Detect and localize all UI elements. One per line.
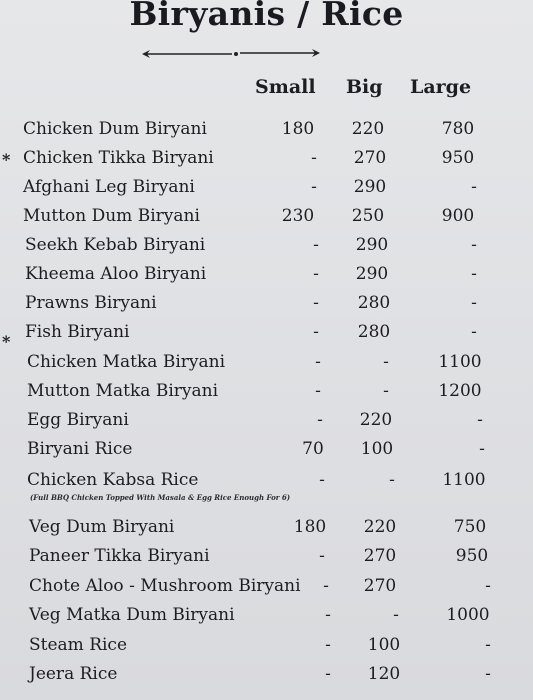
price-small: - <box>313 293 319 313</box>
menu-item-row <box>0 206 533 234</box>
menu-item-name: Kheema Aloo Biryani <box>25 264 207 284</box>
price-big: 220 <box>363 517 397 537</box>
price-big: 290 <box>355 264 389 284</box>
menu-item-name: Prawns Biryani <box>25 293 157 313</box>
price-large: - <box>471 322 477 342</box>
price-large: 900 <box>441 206 475 226</box>
menu-item-name: Biryani Rice <box>27 439 133 459</box>
menu-item-row <box>0 235 533 263</box>
menu-item-name: Mutton Dum Biryani <box>23 206 200 226</box>
menu-item-name: Egg Biryani <box>27 410 129 430</box>
column-header-large: Large <box>410 76 472 98</box>
menu-item-row <box>0 635 533 663</box>
price-big: 100 <box>360 439 394 459</box>
price-large: - <box>479 439 485 459</box>
price-large: 1200 <box>438 381 482 401</box>
menu-item-name: Veg Dum Biryani <box>29 517 175 537</box>
price-big: 280 <box>357 293 391 313</box>
menu-item-row <box>0 177 533 205</box>
price-small: 180 <box>281 119 315 139</box>
price-small: - <box>313 322 319 342</box>
price-large: - <box>485 664 491 684</box>
price-large: - <box>471 177 477 197</box>
menu-item-row <box>0 381 533 409</box>
menu-item-name: Jeera Rice <box>29 664 118 684</box>
kabsa-note: (Full BBQ Chicken Topped With Masala & Egg Rice Enough For 6) <box>30 493 291 502</box>
price-large: 1100 <box>438 352 482 372</box>
price-large: - <box>471 293 477 313</box>
menu-item-name: Seekh Kebab Biryani <box>25 235 206 255</box>
price-large: 950 <box>455 546 489 566</box>
price-big: - <box>383 381 389 401</box>
price-small: - <box>313 264 319 284</box>
menu-item-row <box>0 322 533 350</box>
price-small: 230 <box>281 206 315 226</box>
price-large: 750 <box>453 517 487 537</box>
menu-item-name: Steam Rice <box>29 635 128 655</box>
menu-item-name: Veg Matka Dum Biryani <box>29 605 235 625</box>
menu-item-row <box>0 576 533 604</box>
price-large: 1000 <box>446 605 490 625</box>
price-big: 250 <box>351 206 385 226</box>
price-small: - <box>323 576 329 596</box>
section-title: Biryanis / Rice <box>129 0 404 33</box>
menu-item-row <box>0 119 533 147</box>
price-small: - <box>319 546 325 566</box>
star-marker: * <box>2 150 11 169</box>
price-large: - <box>471 264 477 284</box>
price-small: - <box>313 235 319 255</box>
price-small: - <box>319 470 325 490</box>
menu-item-row <box>0 605 533 633</box>
price-big: 270 <box>363 546 397 566</box>
price-big: - <box>383 352 389 372</box>
price-big: 290 <box>355 235 389 255</box>
menu-item-row <box>0 517 533 545</box>
price-large: 950 <box>441 148 475 168</box>
price-small: 180 <box>293 517 327 537</box>
menu-item-row <box>0 439 533 467</box>
price-small: - <box>325 664 331 684</box>
price-large: - <box>485 576 491 596</box>
menu-item-row <box>0 352 533 380</box>
menu-item-name: Fish Biryani <box>25 322 130 342</box>
price-large: - <box>485 635 491 655</box>
price-big: 120 <box>367 664 401 684</box>
menu-item-row <box>0 546 533 574</box>
price-large: - <box>477 410 483 430</box>
price-large: 1100 <box>442 470 486 490</box>
price-small: - <box>311 148 317 168</box>
price-large: 780 <box>441 119 475 139</box>
star-marker: * <box>2 332 11 351</box>
column-header-big: Big <box>346 76 383 98</box>
price-small: 70 <box>302 439 324 459</box>
price-small: - <box>317 410 323 430</box>
price-small: - <box>325 605 331 625</box>
price-big: 220 <box>359 410 393 430</box>
menu-item-row <box>0 148 533 176</box>
price-large: - <box>471 235 477 255</box>
menu-item-name: Mutton Matka Biryani <box>27 381 219 401</box>
price-big: - <box>389 470 395 490</box>
price-big: 270 <box>363 576 397 596</box>
menu-item-name: Chicken Dum Biryani <box>23 119 207 139</box>
price-small: - <box>315 381 321 401</box>
menu-item-row <box>0 293 533 321</box>
price-big: 270 <box>353 148 387 168</box>
menu-item-name: Chicken Matka Biryani <box>27 352 226 372</box>
ornamental-divider <box>136 44 326 68</box>
price-big: - <box>393 605 399 625</box>
price-big: 220 <box>351 119 385 139</box>
menu-item-row <box>0 410 533 438</box>
menu-item-name: Afghani Leg Biryani <box>23 177 195 197</box>
price-small: - <box>311 177 317 197</box>
menu-item-row <box>0 264 533 292</box>
price-big: 280 <box>357 322 391 342</box>
menu-item-name: Paneer Tikka Biryani <box>29 546 210 566</box>
price-small: - <box>325 635 331 655</box>
column-header-small: Small <box>255 76 316 98</box>
price-big: 290 <box>353 177 387 197</box>
menu-item-name: Chicken Kabsa Rice <box>27 470 199 490</box>
menu-item-name: Chote Aloo - Mushroom Biryani <box>29 576 301 596</box>
menu-item-row <box>0 664 533 692</box>
price-big: 100 <box>367 635 401 655</box>
menu-item-name: Chicken Tikka Biryani <box>23 148 214 168</box>
price-small: - <box>315 352 321 372</box>
